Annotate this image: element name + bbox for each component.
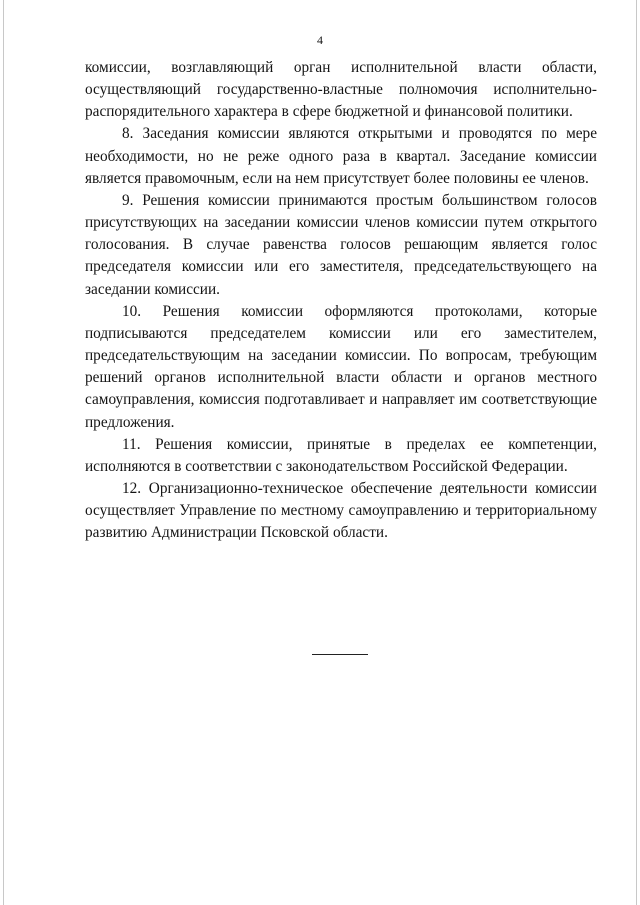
page-edge-right (636, 0, 637, 905)
document-body (85, 57, 597, 544)
page-edge-left (3, 0, 4, 905)
paragraph-item-10: 10. Решения комиссии оформляются протоколами, которые подписываются председателем комиссии или его заместителем, председательствующим на заседании комиссии. По вопросам, требующим решений органов исполнительной власти области и органов местного самоуправления, комиссия подготавливает и направляет им соответствующие предложения. (85, 302, 597, 431)
paragraph-item-9: 9. Решения комиссии принимаются простым большинством голосов присутствующих на заседании комиссии членов комиссии путем открытого голосования. В случае равенства голосов решающим является голос председателя комиссии или его заместителя, председательствующего на заседании комиссии. (85, 191, 597, 298)
end-of-document-line (312, 654, 368, 655)
paragraph-item-12: 12. Организационно-техническое обеспечение деятельности комиссии осуществляет Управление по местному самоуправлению и территориальному развитию Администрации Псковской области. (85, 479, 597, 542)
paragraph-item-8: 8. Заседания комиссии являются открытыми и проводятся по мере необходимости, но не реже одного раза в квартал. Заседание комиссии является правомочным, если на нем присутствует более половины ее членов. (85, 125, 597, 187)
page-number: 4 (317, 33, 323, 47)
paragraph-continuation: комиссии, возглавляющий орган исполнительной власти области, осуществляющий государственно-властные полномочия исполнительно-распорядительного характера в сфере бюджетной и финансовой политики. (85, 59, 597, 121)
paragraph-item-11: 11. Решения комиссии, принятые в пределах ее компетенции, исполняются в соответствии с законодательством Российской Федерации. (85, 435, 597, 475)
